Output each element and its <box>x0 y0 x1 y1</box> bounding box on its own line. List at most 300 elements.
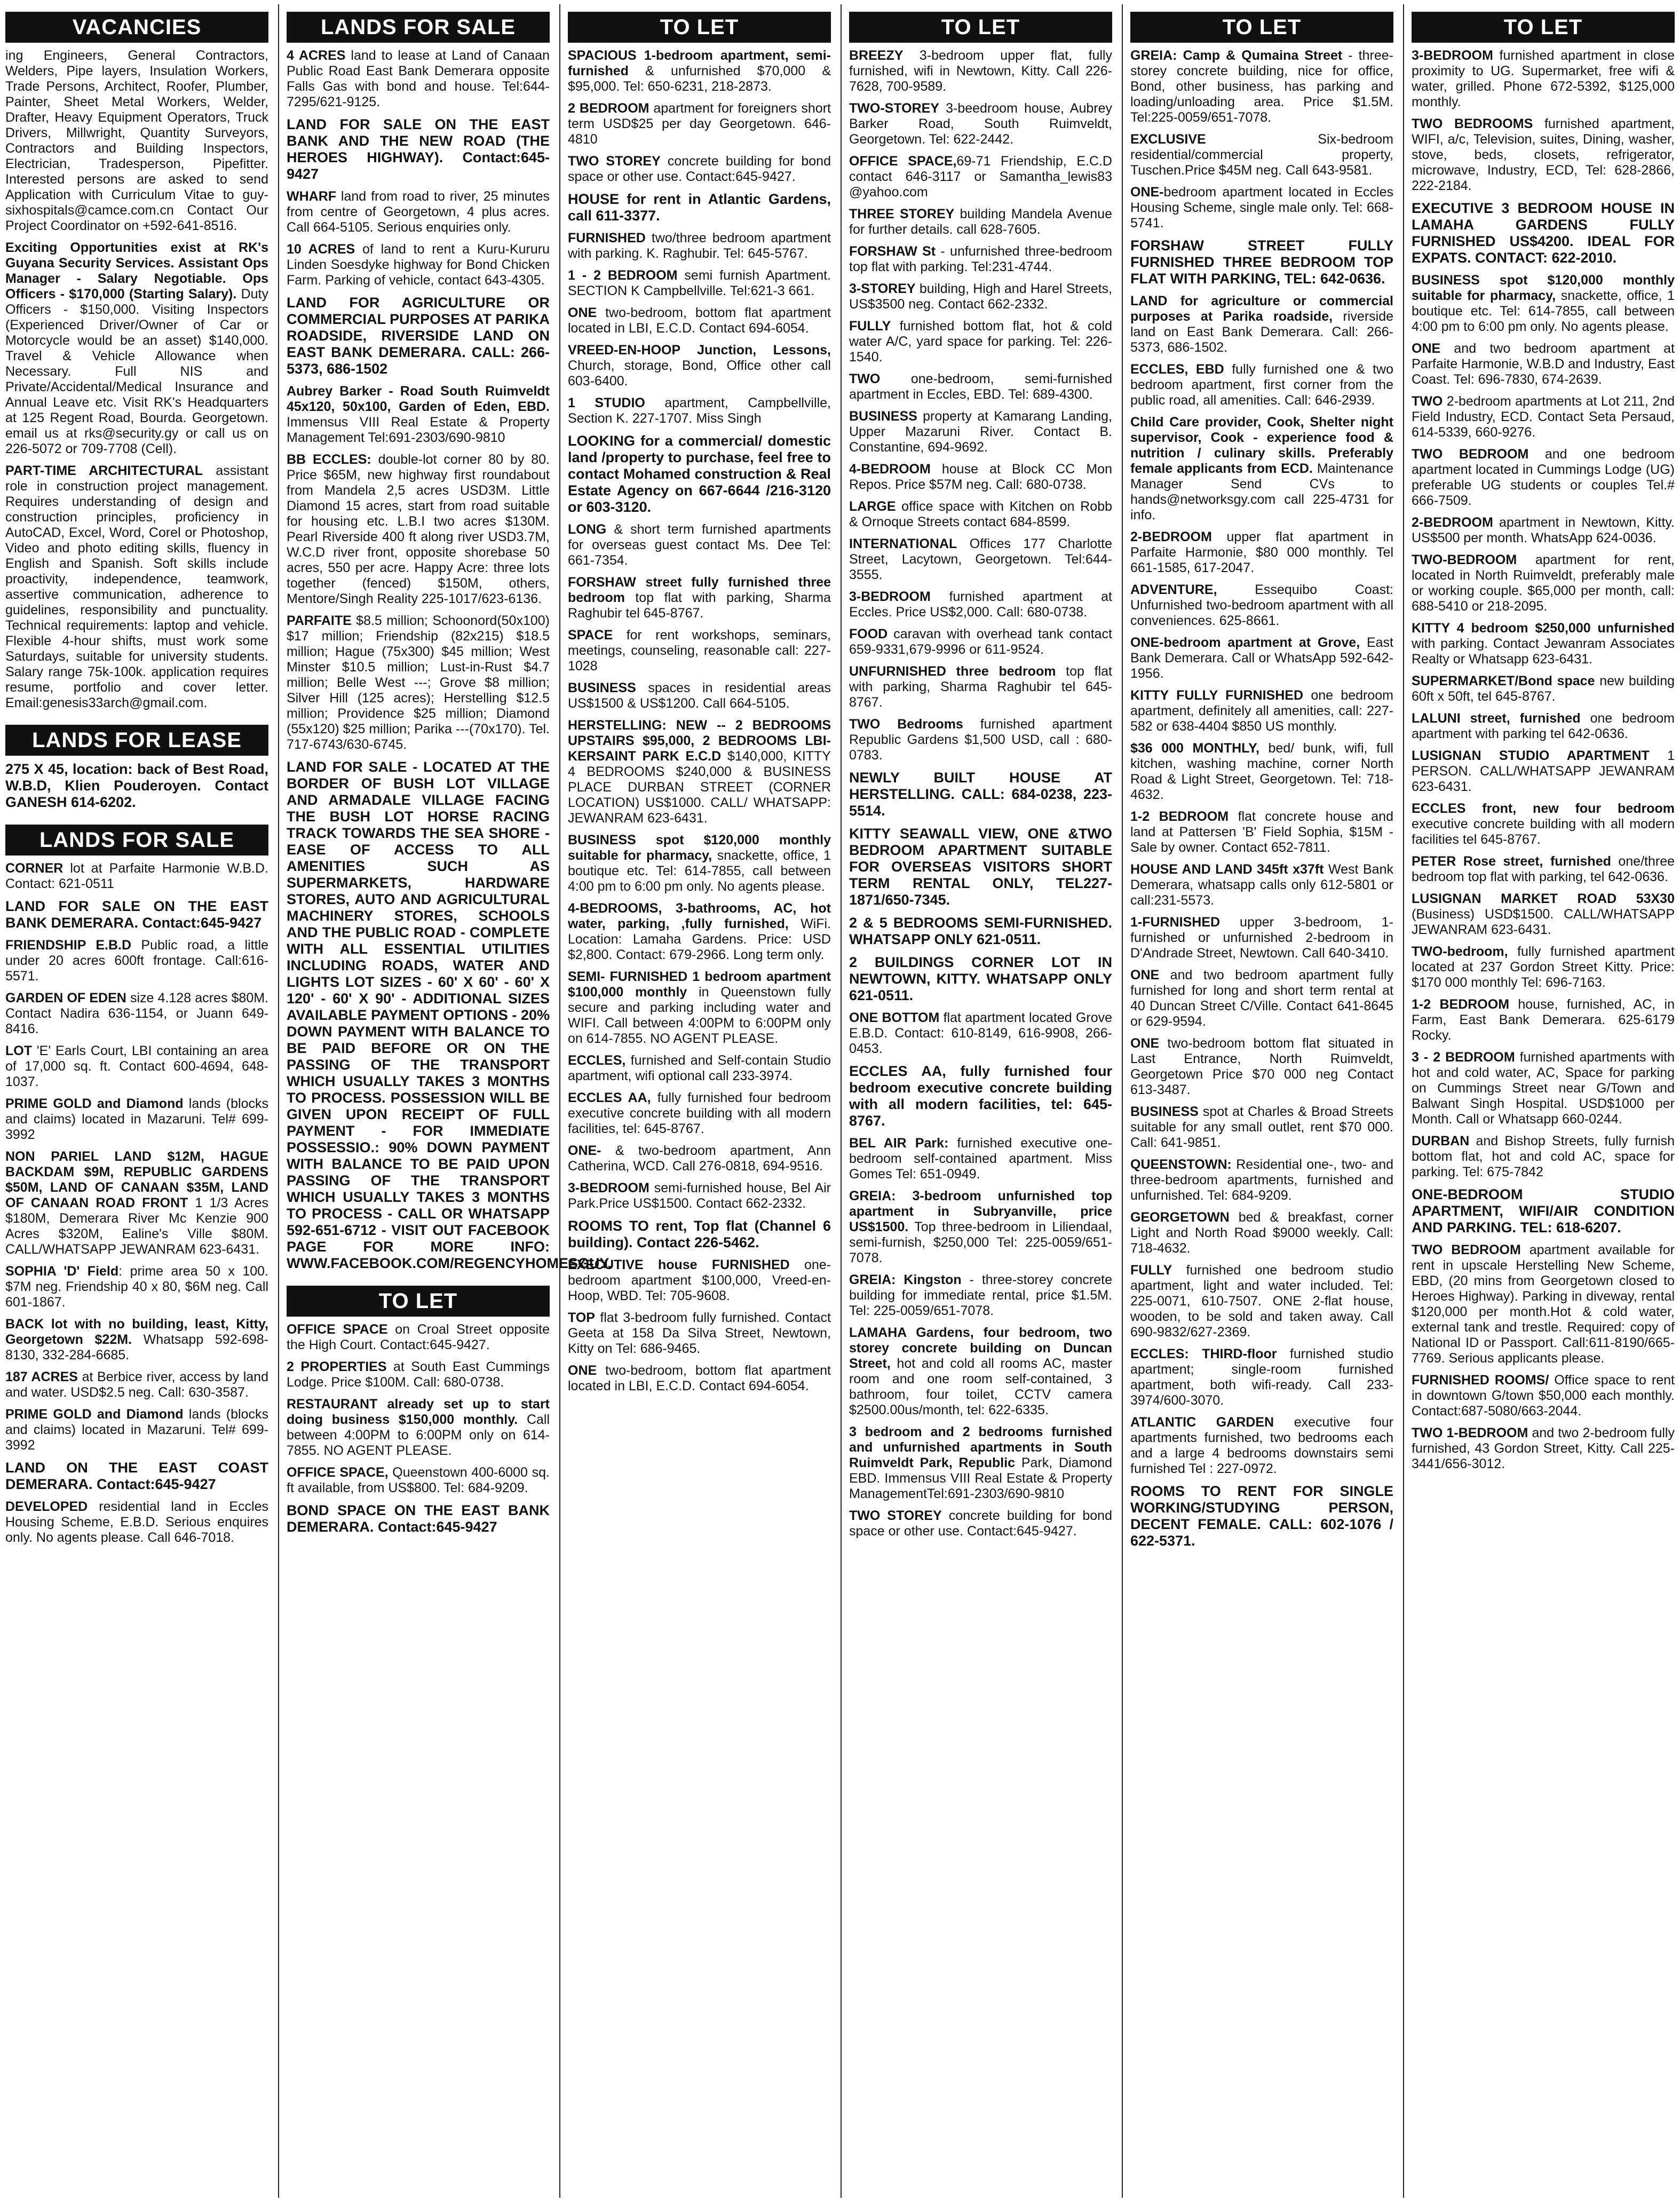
classified-ad <box>849 1272 1112 1319</box>
ad-lead: FORSHAW street fully furnished three bedroom <box>568 575 831 605</box>
ad-lead: FRIENDSHIP E.B.D <box>5 938 132 953</box>
ad-lead: PRIME GOLD and Diamond <box>5 1096 184 1111</box>
classified-ad <box>568 901 831 963</box>
section-header-lands-for-sale: LANDS FOR SALE <box>5 825 268 856</box>
classified-ad <box>287 1397 550 1459</box>
classified-ad <box>5 48 268 234</box>
ad-lead: LAND FOR SALE ON THE EAST BANK AND THE NEW ROAD (THE HEROES HIGHWAY). Contact:645-9427 <box>287 116 550 182</box>
classified-ad <box>849 1325 1112 1418</box>
ad-lead: LAND FOR SALE ON THE EAST BANK DEMERARA. Contact:645-9427 <box>5 898 268 931</box>
ad-body: apartment available for rent in upscale Herstelling New Scheme, EBD, (20 mins from Georgetown closed to Heroes Highway). Parking in diveway, rental $120,000 per month.Hot & cold water, external tank and trestle. Required: copy of National ID or Passport. Call:611-8190/665-7769. Serious applicants please. <box>1412 1242 1675 1366</box>
classified-ad <box>849 319 1112 365</box>
ad-lead: TWO-BEDROOM <box>1412 552 1517 567</box>
classified-ad <box>568 268 831 299</box>
classified-ad <box>568 1181 831 1211</box>
ad-lead: ECCLES AA, fully furnished four bedroom executive concrete building with all modern facilities, tel: 645-8767. <box>849 1063 1112 1129</box>
ad-lead: 2 BUILDINGS CORNER LOT IN NEWTOWN, KITTY. WHATSAPP ONLY 621-0511. <box>849 954 1112 1003</box>
ad-lead: Child Care provider, Cook, Shelter night supervisor, Cook - experience food & nutrition / culinary skills. Preferably female applicants from ECD. <box>1130 415 1393 476</box>
ad-body: semi-furnished house, Bel Air Park.Price US$1500. Contact 662-2332. <box>568 1181 831 1211</box>
classified-ad <box>849 499 1112 530</box>
classified-ad <box>1130 1263 1393 1340</box>
ad-lead: TWO <box>1412 394 1443 409</box>
classified-ad <box>568 680 831 711</box>
ad-body: house at Block CC Mon Repos. Price $57M neg. Call: 680-0738. <box>849 462 1112 492</box>
classified-ad <box>1412 997 1675 1043</box>
ad-list <box>287 1322 550 1542</box>
ad-body: (Business) USD$1500. CALL/WHATSAPP JEWANRAM 623-6431. <box>1412 907 1675 937</box>
ad-body: one-bedroom, semi-furnished apartment in Eccles, EBD. Tel: 689-4300. <box>849 371 1112 402</box>
ad-lead: GARDEN OF EDEN <box>5 991 126 1005</box>
ad-body: lands (blocks and claims) located in Mazaruni. Tel# 699-3992 <box>5 1096 268 1142</box>
classified-ad <box>849 627 1112 658</box>
classified-ad <box>287 1322 550 1353</box>
ad-lead: FULLY <box>1130 1263 1172 1278</box>
ad-lead: SEMI- FURNISHED 1 bedroom apartment $100,000 monthly <box>568 969 831 1000</box>
classified-ad <box>568 575 831 621</box>
ad-body: for rent workshops, seminars, meetings, counseling, reasonable call: 227-1028 <box>568 628 831 674</box>
ad-body: - three-storey concrete building for immediate rental, price $1.5M. Tel: 225-0059/651-7078. <box>849 1272 1113 1318</box>
classified-ad <box>568 522 831 568</box>
ad-lead: 3-STOREY <box>849 281 916 296</box>
classified-ad <box>1412 200 1675 266</box>
classified-ad <box>1412 1425 1675 1472</box>
ad-body: Park, Diamond EBD. Immensus VIII Real Estate & Property ManagementTel:691-2303/690-9810 <box>849 1455 1113 1501</box>
ad-body: $140,000, KITTY 4 BEDROOMS $240,000 & BUSINESS PLACE DURBAN STREET (CORNER LOCATION) US$1000. CALL/ WHATSAPP: JEWANRAM 623-6431. <box>568 749 831 826</box>
ad-lead: SUPERMARKET/Bond space <box>1412 674 1595 688</box>
ad-lead: TWO-bedroom, <box>1412 944 1508 959</box>
ad-lead: RESTAURANT already set up to start doing business $150,000 monthly. <box>287 1397 550 1427</box>
ad-lead: QUEENSTOWN: <box>1130 1157 1232 1172</box>
section-header-to-let: TO LET <box>1130 12 1393 43</box>
ad-body: two/three bedroom apartment with parking. K. Raghubir. Tel: 645-5767. <box>568 231 831 261</box>
ad-body: Queenstown 400-6000 sq. ft available, from US$800. Tel: 684-9209. <box>287 1465 550 1495</box>
ad-body: spot at Charles & Broad Streets suitable for any small outlet, rent $70 000. Call: 641-9851. <box>1130 1104 1393 1150</box>
ad-list <box>5 761 268 817</box>
classified-ad <box>849 462 1112 493</box>
ad-lead: ECCLES: THIRD-floor <box>1130 1346 1277 1361</box>
ad-body: & two-bedroom apartment, Ann Catherina, WCD. Call 276-0818, 694-9516. <box>568 1143 831 1174</box>
ad-body: top flat with parking, Sharma Raghubir tel 645-8767. <box>849 664 1113 710</box>
ad-lead: PART-TIME ARCHITECTURAL <box>5 463 203 478</box>
ad-lead: 4-BEDROOM <box>849 462 931 477</box>
ad-lead: BREEZY <box>849 48 904 63</box>
classified-ad <box>5 1096 268 1143</box>
ad-body: on Croal Street opposite the High Court. Contact:645-9427. <box>287 1322 550 1352</box>
classified-ad <box>849 101 1112 147</box>
classified-ad <box>1412 447 1675 509</box>
ad-lead: 1 - 2 BEDROOM <box>568 268 678 283</box>
classified-ad <box>1130 1104 1393 1151</box>
ad-body: at Berbice river, access by land and water. USD$2.5 neg. Call: 630-3587. <box>5 1369 268 1400</box>
ad-lead: FORSHAW STREET FULLY FURNISHED THREE BEDROOM TOP FLAT WITH PARKING, TEL: 642-0636. <box>1130 237 1393 287</box>
ad-body: and two bedroom apartment at Parfaite Harmonie, W.B.D and Industry, East Coast. Tel: 696-7830, 674-2639. <box>1412 341 1675 387</box>
ad-lead: ADVENTURE, <box>1130 582 1217 597</box>
ad-lead: ATLANTIC GARDEN <box>1130 1415 1274 1430</box>
classified-ad <box>849 1424 1112 1502</box>
section-header-vacancies: VACANCIES <box>5 12 268 43</box>
column-1 <box>5 4 268 2198</box>
ad-body: 1 PERSON. CALL/WHATSAPP JEWANRAM 623-6431. <box>1412 748 1675 794</box>
ad-body: executive four apartments furnished, two bedrooms each and a large 4 bedrooms downstairs semi furnished Tel : 227-0972. <box>1130 1415 1393 1476</box>
classified-ad <box>1412 1134 1675 1180</box>
ad-body: apartment in Newtown, Kitty. US$500 per month. WhatsApp 624-0036. <box>1412 515 1675 545</box>
classified-ad <box>1130 185 1393 231</box>
classified-ad <box>1130 809 1393 856</box>
ad-body: Office space to rent in downtown G/town $50,000 each monthly. Contact:687-5080/663-2044. <box>1412 1373 1675 1419</box>
classified-ad <box>568 48 831 94</box>
ad-lead: 3-BEDROOM <box>849 589 931 604</box>
classified-ad <box>1412 1242 1675 1366</box>
ad-lead: SPACE <box>568 628 613 643</box>
ad-lead: 3-BEDROOM <box>1412 48 1493 63</box>
ad-body: lands (blocks and claims) located in Mazaruni. Tel# 699-3992 <box>5 1407 268 1453</box>
ad-body: one bedroom apartment with parking tel 642-0636. <box>1412 711 1675 741</box>
ad-lead: BUSINESS <box>1130 1104 1199 1119</box>
classified-ad <box>1412 48 1675 110</box>
classified-ad <box>1130 1483 1393 1549</box>
ad-body: at South East Cummings Lodge. Price $100M. Call: 680-0738. <box>287 1359 550 1390</box>
ad-lead: KITTY SEAWALL VIEW, ONE &TWO BEDROOM APARTMENT SUITABLE FOR OVERSEAS VISITORS SHORT TERM RENTAL ONLY, TEL227-1871/650-7345. <box>849 826 1112 908</box>
section-header-to-let: TO LET <box>287 1286 550 1317</box>
classified-ad <box>849 281 1112 312</box>
ad-lead: SPACIOUS 1-bedroom apartment, semi-furnished <box>568 48 831 78</box>
classified-ad <box>5 938 268 984</box>
classified-ad <box>1130 362 1393 408</box>
ad-body: flat apartment located Grove E.B.D. Contact: 610-8149, 616-9908, 266-0453. <box>849 1010 1113 1056</box>
ad-lead: BB ECCLES: <box>287 452 371 467</box>
ad-body: Immensus VIII Real Estate & Property Management Tel:691-2303/690-9810 <box>287 415 550 445</box>
ad-lead: BUSINESS spot $120,000 monthly suitable for pharmacy, <box>568 833 831 863</box>
ad-body: West Bank Demerara, whatsapp calls only 612-5801 or call:231-5573. <box>1130 862 1393 908</box>
ad-list <box>1130 48 1393 1556</box>
ad-body: apartment for foreigners short term USD$25 per day Georgetown. 646-4810 <box>568 101 831 147</box>
ad-list <box>568 48 831 1400</box>
ad-lead: TWO-STOREY <box>849 101 939 116</box>
ad-lead: FORSHAW St <box>849 244 936 259</box>
section-header-to-let: TO LET <box>1412 12 1675 43</box>
classified-ad <box>568 833 831 894</box>
classified-ad <box>849 1010 1112 1057</box>
classified-ad <box>568 191 831 224</box>
ad-body: 'E' Earls Court, LBI containing an area of 17,000 sq. ft. Contact 600-4694, 648-1037. <box>5 1043 268 1089</box>
ad-lead: 275 X 45, location: back of Best Road, W.B.D, Klien Pouderoyen. Contact GANESH 614-6202. <box>5 761 268 810</box>
ad-body: $8.5 million; Schoonord(50x100) $17 million; Friendship (82x215) $18.5 million; Hague (75x300) $45 million; West Minster $10.5 million; Lust-in-Rust $4.7 million; Belle West ---; Grove $8 million; Silver Hill (125 acres); Herstelling $12.5 million; Providence $25 million; Diamond (55x120) $25 million; Parika ---(70x170). Tel. 717-6743/630-6745. <box>287 613 550 752</box>
ad-lead: 4-BEDROOMS, 3-bathrooms, AC, hot water, parking, ,fully furnished, <box>568 901 831 931</box>
classified-ad <box>287 384 550 446</box>
classified-ad <box>5 1407 268 1453</box>
ad-lead: 2 & 5 BEDROOMS SEMI-FURNISHED. WHATSAPP ONLY 621-0511. <box>849 915 1112 947</box>
classified-ad <box>5 761 268 811</box>
ad-lead: 10 ACRES <box>287 242 355 257</box>
ad-lead: ECCLES front, new four bedroom <box>1412 801 1675 816</box>
ad-lead: 1-2 BEDROOM <box>1130 809 1229 824</box>
classified-ad <box>849 1508 1112 1539</box>
ad-lead: LOOKING for a commercial/ domestic land /property to purchase, feel free to contact Mohamed construction & Real Estate Agency on 667-6644 /216-3120 or 603-3120. <box>568 433 831 515</box>
classified-ad <box>1130 915 1393 961</box>
ad-body: furnished bottom flat, hot & cold water A/C, yard space for parking. Tel: 226-1540. <box>849 319 1112 365</box>
section-header-lands-for-lease: LANDS FOR LEASE <box>5 725 268 756</box>
ad-body: - three-storey concrete building, nice for office, Bond, other business, has parking and loading/unloading area. Price $1.5M. Tel:225-0059/651-7078. <box>1130 48 1393 125</box>
ad-lead: SOPHIA 'D' Field <box>5 1264 119 1279</box>
ad-lead: NEWLY BUILT HOUSE AT HERSTELLING. CALL: 684-0238, 223-5514. <box>849 770 1112 819</box>
classified-ad <box>1412 515 1675 546</box>
classified-ad <box>5 1149 268 1257</box>
classified-ad <box>1412 854 1675 885</box>
ad-body: furnished and Self-contain Studio apartment, wifi optional call 233-3974. <box>568 1053 831 1083</box>
ad-body: land from road to river, 25 minutes from centre of Georgetown, 4 plus acres. Call 664-5105. Serious enquiries only. <box>287 189 550 235</box>
ad-lead: LAND for agriculture or commercial purposes at Parika roadside, <box>1130 294 1393 324</box>
ad-body: top flat with parking, Sharma Raghubir tel 645-8767. <box>568 590 831 621</box>
classified-ad <box>849 371 1112 402</box>
classified-ad <box>287 452 550 607</box>
classified-ad <box>1412 116 1675 194</box>
ad-body: snackette, office, 1 boutique etc. Tel: 614-7855, call between 4:00 pm to 6:00 pm only. No agents please. <box>1412 288 1675 334</box>
classified-ad <box>1130 132 1393 178</box>
classified-ad <box>568 628 831 674</box>
ad-body: snackette, office, 1 boutique etc. Tel: 614-7855, call between 4:00 pm to 6:00 pm only. No agents please. <box>568 848 831 894</box>
ad-lead: WHARF <box>287 189 337 204</box>
ad-list <box>5 861 268 1552</box>
ad-list <box>1412 48 1675 1478</box>
ad-lead: KITTY 4 bedroom $250,000 unfurnished <box>1412 621 1675 636</box>
ad-lead: LALUNI street, furnished <box>1412 711 1581 726</box>
ad-body: spaces in residential areas US$1500 & US$1200. Call 664-5105. <box>568 680 831 711</box>
ad-body: apartment for rent, located in North Ruimveldt, preferably male or working couple. $65,000 per month, call: 688-5410 or 218-2095. <box>1412 552 1675 614</box>
ad-lead: FURNISHED <box>568 231 646 245</box>
classified-ad <box>849 207 1112 237</box>
ad-body: East Bank Demerara. Call or WhatsApp 592-642-1956. <box>1130 635 1393 681</box>
column-5 <box>1122 4 1393 2198</box>
ad-lead: TWO BEDROOMS <box>1412 116 1533 131</box>
classified-ad <box>1130 582 1393 629</box>
ad-lead: ONE <box>1130 968 1160 983</box>
ad-body: size 4.128 acres $80M. Contact Nadira 636-1154, or Juann 649-8416. <box>5 991 268 1036</box>
ad-body: two-bedroom bottom flat situated in Last Entrance, North Ruimveldt, Georgetown Price $70 000 neg Contact 613-3487. <box>1130 1036 1393 1097</box>
classified-ad <box>568 969 831 1047</box>
column-4 <box>841 4 1112 2198</box>
ad-lead: THREE STOREY <box>849 207 955 221</box>
ad-body: Whatsapp 592-698-8130, 332-284-6685. <box>5 1332 268 1363</box>
ad-lead: TWO 1-BEDROOM <box>1412 1425 1528 1440</box>
ad-lead: PARFAITE <box>287 613 352 628</box>
classified-ad <box>287 1359 550 1390</box>
ad-body: caravan with overhead tank contact 659-9331,679-9996 or 611-9524. <box>849 627 1112 657</box>
ad-body: 69-71 Friendship, E.C.D contact 646-3117 or Samantha_lewis83 @yahoo.com <box>849 154 1112 200</box>
ad-lead: VREED-EN-HOOP Junction, Lessons, <box>568 343 831 358</box>
ad-lead: ONE- <box>1130 185 1164 200</box>
ad-lead: GREIA: 3-bedroom unfurnished top apartment in Subryanville, price US$1500. <box>849 1189 1112 1234</box>
classified-ad <box>568 1310 831 1357</box>
classified-ad <box>849 48 1112 94</box>
ad-lead: PRIME GOLD and Diamond <box>5 1407 184 1422</box>
classified-ad <box>1130 529 1393 576</box>
ad-lead: BACK lot with no building, least, Kitty, Georgetown $22M. <box>5 1317 268 1347</box>
section-header-to-let: TO LET <box>568 12 831 43</box>
ad-body: one/three bedroom top flat with parking, tel 642-0636. <box>1412 854 1675 884</box>
classified-ad <box>849 409 1112 455</box>
classified-ad <box>849 1063 1112 1129</box>
ad-lead: HOUSE for rent in Atlantic Gardens, call 611-3377. <box>568 191 831 224</box>
ad-body: furnished one bedroom studio apartment, light and water included. Tel: 225-0071, 610-7507. ONE 2-flat house, wooden, to be sold and taken away. Call 690-9832/627-2369. <box>1130 1263 1393 1340</box>
ad-lead: NON PARIEL LAND $12M, HAGUE BACKDAM $9M, REPUBLIC GARDENS $50M, LAND OF CANAAN $35M, LAND OF CANAAN ROAD FRONT <box>5 1149 268 1210</box>
ad-body: lot at Parfaite Harmonie W.B.D. Contact: 621-0511 <box>5 861 268 891</box>
ad-body: ing Engineers, General Contractors, Welders, Pipe layers, Insulation Workers, Trade Persons, Architect, Roofer, Plumber, Painter, Sheet Metal Workers, Welder, Drafter, Heavy Equipment Operators, Truck Drivers, Millwright, Quantity Surveyors, Contractors and Building Inspectors, Electrician, Tradesperson, Pipefitter. Interested persons are asked to send Application with Curriculum Vitae to guy-sixhospitals@camce.com.cn Contact Our Project Coordinator on +592-641-8516. <box>5 48 268 233</box>
classified-ad <box>849 826 1112 908</box>
ad-body: Residential one-, two- and three-bedroom apartments, furnished and unfurnished. Tel: 684-9209. <box>1130 1157 1393 1203</box>
classified-ad <box>849 770 1112 819</box>
ad-lead: FULLY <box>849 319 891 334</box>
classified-ad <box>1412 273 1675 335</box>
ad-body: and one bedroom apartment located in Cummings Lodge (UG) preferable UG students or couples Tel.# 666-7509. <box>1412 447 1675 508</box>
classified-ad <box>1412 711 1675 742</box>
ad-lead: INTERNATIONAL <box>849 536 957 551</box>
ad-body: office space with Kitchen on Robb & Ornoque Streets contact 684-8599. <box>849 499 1112 529</box>
classified-ad <box>1130 741 1393 803</box>
ad-lead: BUSINESS <box>849 409 917 424</box>
ad-lead: ONE <box>568 305 597 320</box>
ad-body: apartment, Campbellville, Section K. 227-1707. Miss Singh <box>568 395 831 426</box>
ad-body: & short term furnished apartments for overseas guest contact Ms. Dee Tel: 661-7354. <box>568 522 831 568</box>
ad-body: upper flat apartment in Parfaite Harmonie, $80 000 monthly. Tel 661-1585, 617-2047. <box>1130 529 1393 575</box>
ad-lead: 3 - 2 BEDROOM <box>1412 1050 1515 1065</box>
classified-ad <box>849 915 1112 948</box>
classified-ad <box>568 231 831 262</box>
ad-body: semi furnish Apartment. SECTION K Campbellville. Tel:621-3 661. <box>568 268 831 298</box>
classified-ad <box>5 463 268 711</box>
classified-ad <box>1412 621 1675 667</box>
ad-body: Duty Officers - $150,000. Visiting Inspectors (Experienced Driver/Owner of Car or Motorcycle would be an asset) $140,000. Travel & Vehicle Allowance when Necessary. Full NIS and Private/Accidental/Medical Insurance and Annual Leave etc. Visit RK's Headquarters at 125 Regent Road, Bourda. Georgetown. email us at rks@security.gy or call us on 226-5072 or 709-7708 (Cell). <box>5 287 268 456</box>
ad-lead: 3-BEDROOM <box>568 1181 649 1195</box>
ad-body: fully furnished four bedroom executive concrete building with all modern facilities, tel: 645-8767. <box>568 1090 831 1136</box>
column-3 <box>559 4 831 2198</box>
ad-lead: FURNISHED ROOMS/ <box>1412 1373 1549 1388</box>
classified-ad <box>5 1499 268 1546</box>
ad-lead: ROOMS TO rent, Top flat (Channel 6 building). Contact 226-5462. <box>568 1218 831 1250</box>
ad-lead: ONE <box>1412 341 1441 356</box>
ad-body: bedroom apartment located in Eccles Housing Scheme, single male only. Tel: 668-5741. <box>1130 185 1393 231</box>
classified-ad <box>1130 48 1393 125</box>
ad-body: hot and cold all rooms AC, master room and one room self-contained, 3 bathroom, four toilet, CCTV camera $2500.00us/month, tel: 622-6335. <box>849 1356 1112 1417</box>
classified-ad <box>287 1465 550 1496</box>
ad-body: with parking. Contact Jewanram Associates Realty or Whatsapp 623-6431. <box>1412 636 1675 667</box>
ad-lead: ONE-bedroom apartment at Grove, <box>1130 635 1360 650</box>
ad-lead: PETER Rose street, furnished <box>1412 854 1611 869</box>
ad-body: and two bedroom apartment fully furnished for long and short term rental at 40 Duncan Street C/Ville. Contact 641-8645 or 629-9594. <box>1130 968 1393 1029</box>
classified-ad <box>568 1143 831 1174</box>
classified-ad <box>1412 674 1675 704</box>
classified-ad <box>1130 688 1393 734</box>
ad-body: one bedroom apartment, definitely all amenities, call: 227-582 or 638-4404 $850 US monthly. <box>1130 688 1393 734</box>
ad-lead: DURBAN <box>1412 1134 1470 1148</box>
ad-lead: 2-BEDROOM <box>1130 529 1212 544</box>
classified-ad <box>568 1363 831 1394</box>
ad-lead: FOOD <box>849 627 888 641</box>
ad-lead: TWO Bedrooms <box>849 717 963 732</box>
column-6 <box>1403 4 1675 2198</box>
classified-ad <box>849 717 1112 763</box>
ad-body: property at Kamarang Landing, Upper Mazaruni River. Contact B. Constantine, 694-9692. <box>849 409 1112 455</box>
ad-lead: TWO BEDROOM <box>1412 1242 1521 1257</box>
ad-lead: LOT <box>5 1043 32 1058</box>
ad-lead: ONE <box>1130 1036 1160 1051</box>
classified-ad <box>849 1136 1112 1182</box>
ad-list <box>849 48 1112 1546</box>
classified-ad <box>568 395 831 426</box>
ad-lead: $36 000 MONTHLY, <box>1130 741 1259 756</box>
ad-body: and Bishop Streets, fully furnish bottom flat, hot and cold AC, space for parking. Tel: 675-7842 <box>1412 1134 1675 1179</box>
ad-lead: 2-BEDROOM <box>1412 515 1493 530</box>
ad-lead: ONE <box>568 1363 597 1378</box>
ad-body: one-bedroom apartment $100,000, Vreed-en-Hoop, WBD. Tel: 705-9608. <box>568 1257 831 1303</box>
ad-body: bed/ bunk, wifi, full kitchen, washing machine, corner North Road & Light Street, Georgetown. Tel: 718-4632. <box>1130 741 1393 802</box>
ad-lead: OFFICE SPACE <box>287 1322 388 1337</box>
ad-lead: LUSIGNAN MARKET ROAD 53X30 <box>1412 891 1675 906</box>
ad-lead: 1-FURNISHED <box>1130 915 1221 930</box>
ad-body: concrete building for bond space or other use. Contact:645-9427. <box>849 1508 1112 1539</box>
ad-body: fully furnished apartment located at 237 Gordon Street Kitty. Price: $170 000 monthly Tel: 696-7163. <box>1412 944 1675 990</box>
section-header-to-let: TO LET <box>849 12 1112 43</box>
ad-lead: GEORGETOWN <box>1130 1210 1230 1225</box>
ad-body: executive concrete building with all modern facilities tel 645-8767. <box>1412 817 1675 847</box>
classified-ad <box>849 954 1112 1004</box>
classified-ad <box>1412 801 1675 847</box>
ad-lead: DEVELOPED <box>5 1499 88 1514</box>
ad-lead: GREIA: Kingston <box>849 1272 962 1287</box>
ad-lead: HOUSE AND LAND 345ft x37ft <box>1130 862 1324 877</box>
classified-ad <box>568 718 831 826</box>
ad-lead: 4 ACRES <box>287 48 346 63</box>
ad-body: & unfurnished $70,000 & $95,000. Tel: 650-6231, 218-2873. <box>568 64 831 94</box>
classified-ad <box>568 1053 831 1084</box>
ad-body: 1 1/3 Acres $180M, Demerara River Mc Kenzie 900 Acres $320M, Ealine's Ville $80M. CALL/WHATSAPP JEWANRAM 623-6431. <box>5 1195 268 1257</box>
ad-lead: BEL AIR Park: <box>849 1136 949 1151</box>
ad-body: Offices 177 Charlotte Street, Lacytown, Georgetown. Tel:644-3555. <box>849 536 1112 582</box>
classified-ad <box>287 189 550 235</box>
ad-lead: ONE- <box>568 1143 601 1158</box>
classified-ad <box>287 1502 550 1535</box>
ad-lead: LAND FOR AGRICULTURE OR COMMERCIAL PURPOSES AT PARIKA ROADSIDE, RIVERSIDE LAND ON EAST BANK DEMERARA. CALL: 266-5373, 686-1502 <box>287 295 550 377</box>
ad-lead: Exciting Opportunities exist at RK's Guyana Security Services. Assistant Ops Manager - Salary Negotiable. Ops Officers - $170,000 (Starting Salary). <box>5 240 268 302</box>
ad-lead: TOP <box>568 1310 595 1325</box>
classified-ad <box>1130 1210 1393 1256</box>
ad-lead: LARGE <box>849 499 896 514</box>
ad-lead: CORNER <box>5 861 64 876</box>
classified-ad <box>287 48 550 110</box>
ad-body: furnished studio apartment; single-room furnished apartment, both wifi-ready. Call 233-3974/600-3070. <box>1130 1346 1393 1408</box>
ad-body: 3-beedroom house, Aubrey Barker Road, South Ruimveldt, Georgetown. Tel: 622-2442. <box>849 101 1112 147</box>
classified-ad <box>849 589 1112 620</box>
classified-ad <box>1412 944 1675 991</box>
classified-ad <box>1412 1373 1675 1419</box>
ad-body: in Queenstown fully secure and parking including water and WIFI. Call between 4:00PM to 6:00PM only on 614-7855. NO AGENT PLEASE. <box>568 985 831 1046</box>
classified-ad <box>5 1369 268 1400</box>
ad-body: WiFi. Location: Lamaha Gardens. Price: USD $2,800. Contact: 679-2966. Long term only. <box>568 916 831 962</box>
ad-lead: EXECUTIVE 3 BEDROOM HOUSE IN LAMAHA GARDENS FULLY FURNISHED US$4200. IDEAL FOR EXPATS. CONTACT: 622-2010. <box>1412 200 1675 266</box>
classified-ad <box>5 240 268 457</box>
classified-ad <box>5 1264 268 1310</box>
ad-lead: OFFICE SPACE, <box>287 1465 389 1480</box>
classified-ad <box>1130 1346 1393 1408</box>
classified-ad <box>1130 635 1393 682</box>
classified-ad <box>1412 1050 1675 1127</box>
classified-ad <box>568 433 831 516</box>
ad-lead: LUSIGNAN STUDIO APARTMENT <box>1412 748 1650 763</box>
ad-lead: TWO <box>849 371 881 386</box>
ad-lead: 3 bedroom and 2 bedrooms furnished and unfurnished apartments in South Ruimveldt Park, Republic <box>849 1424 1112 1470</box>
classified-ad <box>1412 1186 1675 1236</box>
ad-body: building Mandela Avenue for further details. call 628-7605. <box>849 207 1112 237</box>
ad-lead: BUSINESS <box>568 680 636 695</box>
